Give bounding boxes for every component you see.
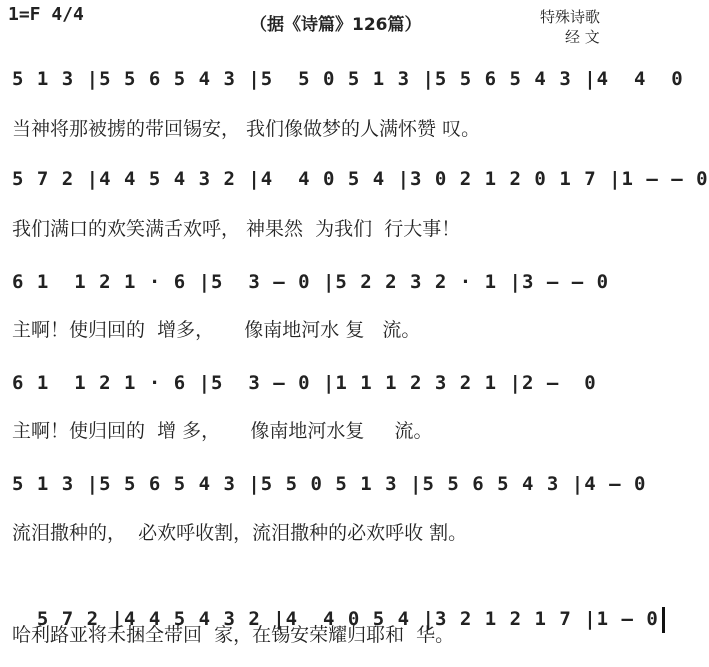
score-header [0, 0, 627, 60]
notation-line: 5 1 3 |5 5 6 5 4 3 |5 5 0 5 1 3 |5 5 6 5 4 3 |4 4 0 [12, 68, 684, 90]
notation-line: 5 1 3 |5 5 6 5 4 3 |5 5 0 5 1 3 |5 5 6 5 4 3 |4 — 0 [12, 473, 647, 495]
song-category: 特殊诗歌 [540, 8, 601, 26]
lyric-line: 主啊！使归回的 增多， 像南地河水 复 流。 [12, 319, 421, 341]
song-subtitle: （据《诗篇》126篇） [250, 15, 422, 35]
lyric-line: 流泪撒种的， 必欢呼收割，流泪撒种的必欢呼收 割。 [12, 522, 468, 544]
lyric-line: 主啊！使归回的 增 多， 像南地河水复 流。 [12, 420, 433, 442]
text-source: 经 文 [565, 28, 600, 46]
key-signature: 1=F 4/4 [8, 4, 84, 25]
final-barline [662, 607, 665, 633]
lyric-line: 哈利路亚将禾捆全带回 家，在锡安荣耀归耶和 华。 [12, 624, 455, 646]
notation-line: 6 1 1 2 1 · 6 |5 3 — 0 |5 2 2 3 2 · 1 |3 — — 0 [12, 271, 610, 293]
notation-line: 6 1 1 2 1 · 6 |5 3 — 0 |1 1 1 2 3 2 1 |2 — 0 [12, 372, 597, 394]
lyric-line: 我们满口的欢笑满舌欢呼， 神果然 为我们 行大事！ [12, 218, 461, 240]
notation-line: 5 7 2 |4 4 5 4 3 2 |4 4 0 5 4 |3 0 2 1 2 0 1 7 |1 — — 0 [12, 168, 709, 190]
lyric-line: 当神将那被掳的带回锡安， 我们像做梦的人满怀赞 叹。 [12, 118, 481, 140]
notation-text: 5 7 2 |4 4 5 4 3 2 |4 4 0 5 4 |3 2 1 2 1 7 |1 — 0 [36, 608, 659, 630]
notation-line-final [12, 568, 659, 630]
